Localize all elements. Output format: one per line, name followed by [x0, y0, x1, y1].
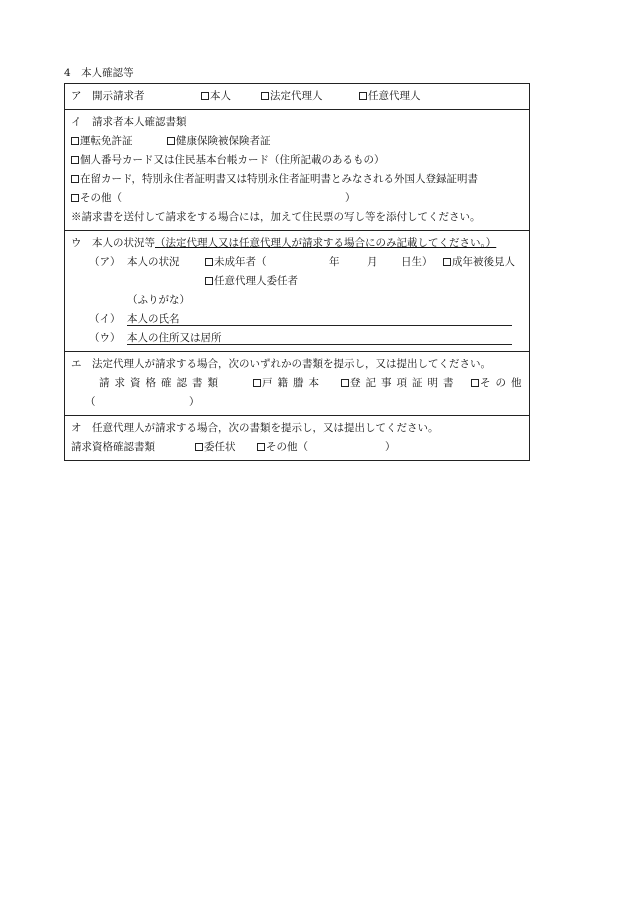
- option-voluntary-representative[interactable]: 任意代理人: [359, 87, 421, 106]
- option-voluntary-principal[interactable]: 任意代理人委任者: [205, 272, 298, 291]
- principal-status-label-a: 本人の状況: [127, 256, 180, 268]
- legal-doc-label: 請求資格確認書類: [99, 377, 223, 389]
- principal-address-label: 本人の住所又は居所: [127, 332, 222, 344]
- option-health-insurance-card[interactable]: 健康保険被保険者証: [167, 132, 271, 151]
- birth-year-label: 年: [329, 256, 340, 268]
- birth-month-label: 月: [367, 256, 378, 268]
- option-residence-card[interactable]: 在留カード，特別永住者証明書又は特別永住者証明書とみなされる外国人登録証明書: [71, 170, 523, 189]
- checkbox-icon[interactable]: [443, 258, 451, 266]
- furigana-label: （ふりがな）: [127, 294, 190, 306]
- voluntary-other-close-paren: ）: [385, 441, 396, 453]
- id-documents-label: イ 請求者本人確認書類: [71, 116, 187, 128]
- id-documents-row-1: [71, 132, 523, 151]
- option-power-of-attorney[interactable]: 委任状: [195, 438, 236, 457]
- checkbox-icon[interactable]: [205, 258, 213, 266]
- option-adult-ward[interactable]: 成年被後見人: [443, 253, 515, 272]
- principal-address-field[interactable]: [127, 344, 512, 345]
- checkbox-icon[interactable]: [71, 137, 79, 145]
- principal-status-label: ウ 本人の状況等（法定代理人又は任意代理人が請求する場合にのみ記載してください。）: [71, 237, 497, 249]
- principal-name-field[interactable]: [127, 325, 512, 326]
- option-registry-certificate[interactable]: 登記事項証明書: [341, 374, 459, 393]
- voluntary-representative-docs-row: [71, 438, 523, 457]
- principal-name-label: 本人の氏名: [127, 313, 180, 325]
- identity-confirmation-form: [64, 83, 530, 461]
- section-id-documents: [65, 109, 529, 230]
- checkbox-icon[interactable]: [167, 137, 175, 145]
- checkbox-icon[interactable]: [359, 92, 367, 100]
- section-principal-status: [65, 230, 529, 351]
- option-family-register[interactable]: 戸籍謄本: [253, 374, 324, 393]
- principal-address-row: [71, 329, 523, 348]
- legal-representative-instruction: エ 法定代理人が請求する場合，次のいずれかの書類を提示し，又は提出してください。: [71, 358, 491, 370]
- section-requester-type: [65, 84, 529, 109]
- option-other-id[interactable]: その他（ ）: [71, 189, 523, 208]
- principal-status-row-2: [71, 272, 523, 291]
- legal-other-open-paren: （: [85, 396, 96, 408]
- voluntary-representative-instruction: オ 任意代理人が請求する場合，次の書類を提示し，又は提出してください。: [71, 422, 439, 434]
- option-my-number-card[interactable]: 個人番号カード又は住民基本台帳カード（住所記載のあるもの）: [71, 151, 523, 170]
- option-legal-representative[interactable]: 法定代理人: [261, 87, 323, 106]
- voluntary-doc-label: 請求資格確認書類: [71, 441, 155, 453]
- checkbox-icon[interactable]: [257, 443, 265, 451]
- furigana-row: [71, 291, 523, 310]
- legal-other-close-paren: ）: [189, 396, 200, 408]
- option-drivers-license[interactable]: 運転免許証: [71, 132, 133, 151]
- checkbox-icon[interactable]: [71, 156, 79, 164]
- principal-name-row: [71, 310, 523, 329]
- marker-b: （イ）: [89, 313, 121, 325]
- principal-status-row: [71, 253, 523, 272]
- option-minor[interactable]: 未成年者（: [205, 253, 267, 272]
- checkbox-icon[interactable]: [71, 175, 79, 183]
- checkbox-icon[interactable]: [253, 379, 261, 387]
- checkbox-icon[interactable]: [71, 194, 79, 202]
- section-voluntary-representative-docs: [65, 415, 529, 460]
- requester-type-row: [71, 87, 523, 106]
- checkbox-icon[interactable]: [261, 92, 269, 100]
- checkbox-icon[interactable]: [341, 379, 349, 387]
- legal-representative-docs-row: [71, 374, 527, 393]
- marker-c: （ウ）: [89, 332, 121, 344]
- section-legal-representative-docs: [65, 351, 529, 415]
- other-id-close-paren: ）: [345, 192, 356, 204]
- checkbox-icon[interactable]: [195, 443, 203, 451]
- option-self[interactable]: 本人: [201, 87, 231, 106]
- checkbox-icon[interactable]: [205, 277, 213, 285]
- mail-request-note: ※請求書を送付して請求をする場合には，加えて住民票の写し等を添付してください。: [71, 211, 481, 223]
- birth-day-label: 日生）: [401, 256, 433, 268]
- section-heading: 4 本人確認等: [64, 67, 134, 79]
- marker-a: （ア）: [89, 256, 121, 268]
- legal-other-paren-row[interactable]: [71, 393, 523, 412]
- requester-type-label: ア 開示請求者: [71, 90, 145, 102]
- option-voluntary-other[interactable]: その他（: [257, 438, 308, 457]
- checkbox-icon[interactable]: [201, 92, 209, 100]
- checkbox-icon[interactable]: [471, 379, 479, 387]
- option-legal-other[interactable]: その他: [471, 374, 527, 393]
